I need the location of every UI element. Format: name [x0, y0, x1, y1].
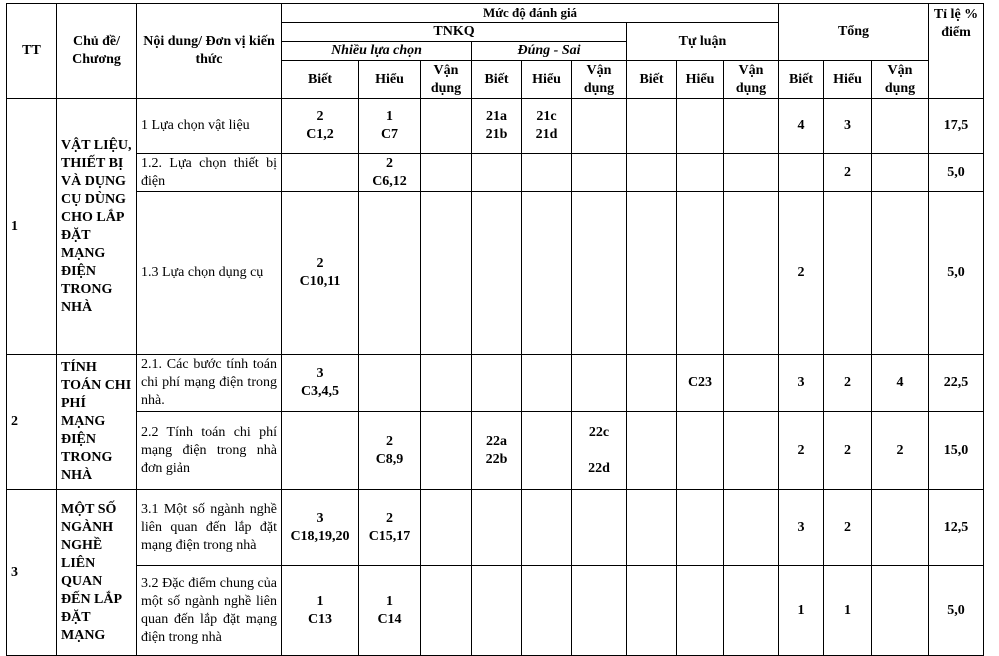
cell-es-und [677, 566, 724, 656]
unit-cell: 1.3 Lựa chọn dụng cụ [137, 192, 282, 355]
row-number: 2 [7, 355, 57, 490]
cell-es-app [724, 566, 779, 656]
header-essay: Tự luận [627, 23, 779, 61]
unit-cell: 1.2. Lựa chọn thiết bị điện [137, 154, 282, 192]
cell-tf-und [522, 154, 572, 192]
cell-es-know [627, 490, 677, 566]
cell-tf-know: 22a 22b [472, 412, 522, 490]
cell-mc-app [421, 355, 472, 412]
cell-tf-und [522, 355, 572, 412]
cell-tot-und: 2 [824, 154, 872, 192]
cell-ratio: 17,5 [929, 99, 984, 154]
cell-mc-und: 2 C15,17 [359, 490, 421, 566]
table-row [7, 192, 984, 355]
header-topic: Chủ đề/ Chương [57, 4, 137, 99]
cell-es-know [627, 566, 677, 656]
cell-mc-app [421, 154, 472, 192]
cell-tot-app: 4 [872, 355, 929, 412]
cell-mc-know: 3 C3,4,5 [282, 355, 359, 412]
cell-mc-know: 2 C10,11 [282, 192, 359, 355]
table-row [7, 99, 984, 154]
cell-tf-app [572, 355, 627, 412]
cell-mc-und [359, 355, 421, 412]
table-row [7, 154, 984, 192]
cell-tf-und [522, 412, 572, 490]
cell-mc-know: 1 C13 [282, 566, 359, 656]
cell-tf-und [522, 192, 572, 355]
table-row [7, 490, 984, 566]
header-true-false: Đúng - Sai [472, 42, 627, 61]
cell-tot-app [872, 490, 929, 566]
cell-tot-app [872, 566, 929, 656]
header-level: Mức độ đánh giá [282, 4, 779, 23]
cell-es-know [627, 412, 677, 490]
header-understand: Hiểu [677, 61, 724, 99]
cell-mc-know: 3 C18,19,20 [282, 490, 359, 566]
unit-cell: 3.1 Một số ngành nghề liên quan đến lắp đặt mạng điện trong nhà [137, 490, 282, 566]
cell-es-app [724, 412, 779, 490]
cell-es-und [677, 99, 724, 154]
cell-tf-know [472, 490, 522, 566]
header-know: Biết [282, 61, 359, 99]
unit-cell: 3.2 Đặc điểm chung của một số ngành nghề liên quan đến lắp đặt mạng điện trong nhà [137, 566, 282, 656]
cell-tf-know: 21a 21b [472, 99, 522, 154]
cell-tf-know [472, 154, 522, 192]
cell-tot-app [872, 154, 929, 192]
topic-cell: VẬT LIỆU, THIẾT BỊ VÀ DỤNG CỤ DÙNG CHO LẮP ĐẶT MẠNG ĐIỆN TRONG NHÀ [57, 99, 137, 355]
cell-mc-app [421, 412, 472, 490]
cell-tf-app: 22c 22d [572, 412, 627, 490]
cell-es-know [627, 355, 677, 412]
cell-es-know [627, 99, 677, 154]
cell-tot-und: 2 [824, 490, 872, 566]
cell-tf-app [572, 154, 627, 192]
table-row [7, 412, 984, 490]
header-multi-choice: Nhiều lựa chọn [282, 42, 472, 61]
cell-tot-know: 4 [779, 99, 824, 154]
cell-tot-und: 1 [824, 566, 872, 656]
cell-tf-app [572, 99, 627, 154]
cell-mc-app [421, 99, 472, 154]
cell-tot-know: 2 [779, 412, 824, 490]
cell-tf-und: 21c 21d [522, 99, 572, 154]
cell-tf-und [522, 490, 572, 566]
cell-ratio: 5,0 [929, 192, 984, 355]
header-know: Biết [779, 61, 824, 99]
header-know: Biết [472, 61, 522, 99]
cell-tf-know [472, 355, 522, 412]
cell-tot-und: 2 [824, 355, 872, 412]
cell-mc-app [421, 566, 472, 656]
header-apply: Vận dụng [872, 61, 929, 99]
cell-ratio: 15,0 [929, 412, 984, 490]
header-tnkq: TNKQ [282, 23, 627, 42]
cell-tot-app: 2 [872, 412, 929, 490]
cell-tot-und: 2 [824, 412, 872, 490]
cell-es-app [724, 99, 779, 154]
cell-tot-know [779, 154, 824, 192]
header-unit: Nội dung/ Đơn vị kiến thức [137, 4, 282, 99]
header-understand: Hiểu [359, 61, 421, 99]
header-apply: Vận dụng [421, 61, 472, 99]
header-know: Biết [627, 61, 677, 99]
cell-mc-know [282, 412, 359, 490]
cell-tot-app [872, 99, 929, 154]
cell-mc-und [359, 192, 421, 355]
header-understand: Hiểu [522, 61, 572, 99]
unit-cell: 2.1. Các bước tính toán chi phí mạng điện trong nhà. [137, 355, 282, 412]
unit-cell: 1 Lựa chọn vật liệu [137, 99, 282, 154]
header-understand: Hiểu [824, 61, 872, 99]
cell-es-app [724, 355, 779, 412]
cell-es-und [677, 154, 724, 192]
cell-tot-app [872, 192, 929, 355]
cell-es-know [627, 192, 677, 355]
cell-mc-know: 2 C1,2 [282, 99, 359, 154]
header-total: Tổng [779, 4, 929, 61]
topic-cell: TÍNH TOÁN CHI PHÍ MẠNG ĐIỆN TRONG NHÀ [57, 355, 137, 490]
cell-mc-und: 1 C7 [359, 99, 421, 154]
cell-mc-und: 2 C8,9 [359, 412, 421, 490]
unit-cell: 2.2 Tính toán chi phí mạng điện trong nhà đơn giản [137, 412, 282, 490]
assessment-matrix-table [6, 3, 984, 656]
header-ratio: Tỉ lệ % điểm [929, 4, 984, 99]
row-number: 3 [7, 490, 57, 656]
cell-tot-know: 2 [779, 192, 824, 355]
cell-tf-know [472, 192, 522, 355]
cell-ratio: 12,5 [929, 490, 984, 566]
cell-tf-app [572, 566, 627, 656]
cell-es-und [677, 192, 724, 355]
table-row [7, 566, 984, 656]
cell-es-und [677, 490, 724, 566]
cell-ratio: 5,0 [929, 566, 984, 656]
cell-es-app [724, 192, 779, 355]
cell-tot-know: 3 [779, 490, 824, 566]
cell-es-know [627, 154, 677, 192]
cell-es-und: C23 [677, 355, 724, 412]
header-apply: Vận dụng [572, 61, 627, 99]
cell-mc-und: 1 C14 [359, 566, 421, 656]
table-row [7, 355, 984, 412]
cell-tot-und [824, 192, 872, 355]
header-tt: TT [7, 4, 57, 99]
cell-tf-und [522, 566, 572, 656]
cell-ratio: 22,5 [929, 355, 984, 412]
cell-es-app [724, 154, 779, 192]
cell-tot-know: 3 [779, 355, 824, 412]
cell-es-und [677, 412, 724, 490]
cell-es-app [724, 490, 779, 566]
cell-tot-know: 1 [779, 566, 824, 656]
cell-tot-und: 3 [824, 99, 872, 154]
cell-mc-app [421, 490, 472, 566]
header-apply: Vận dụng [724, 61, 779, 99]
cell-mc-app [421, 192, 472, 355]
topic-cell: MỘT SỐ NGÀNH NGHỀ LIÊN QUAN ĐẾN LẮP ĐẶT MẠNG [57, 490, 137, 656]
cell-tf-know [472, 566, 522, 656]
cell-ratio: 5,0 [929, 154, 984, 192]
cell-mc-know [282, 154, 359, 192]
cell-mc-und: 2 C6,12 [359, 154, 421, 192]
cell-tf-app [572, 192, 627, 355]
row-number: 1 [7, 99, 57, 355]
cell-tf-app [572, 490, 627, 566]
